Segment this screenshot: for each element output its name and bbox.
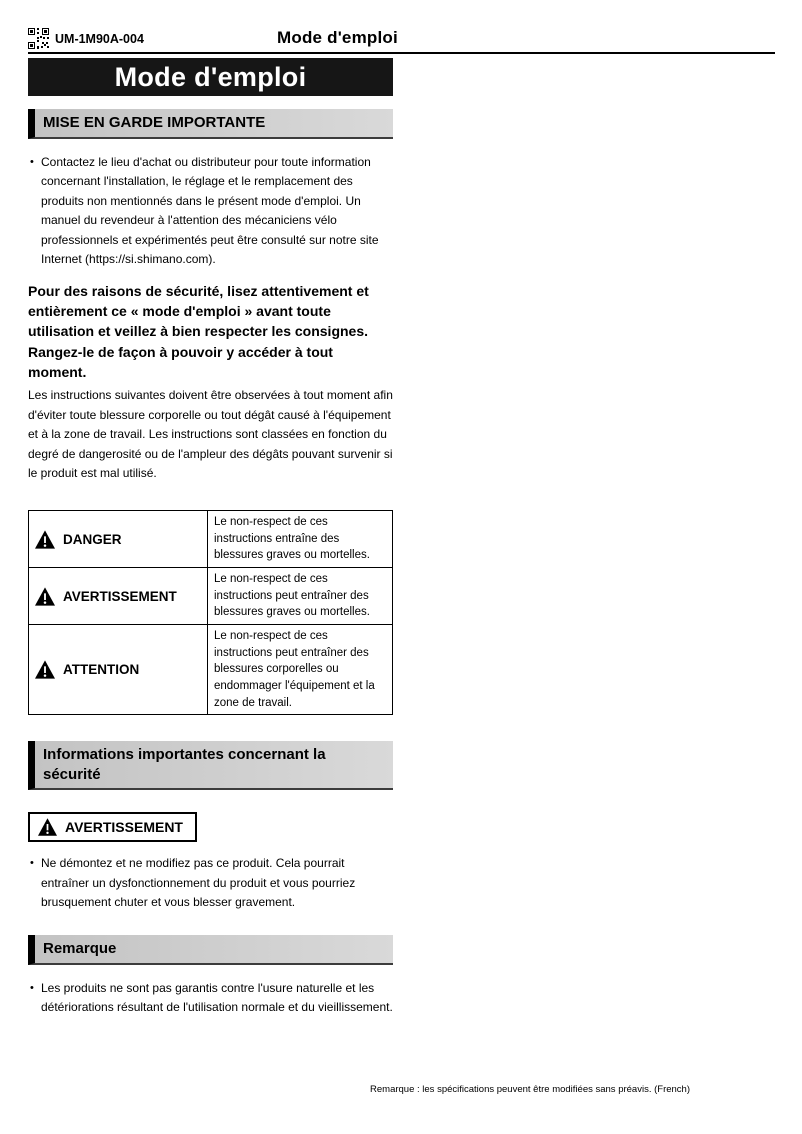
footer-note: Remarque : les spécifications peuvent être modifiées sans préavis. (French): [370, 1084, 690, 1095]
hazard-label: AVERTISSEMENT: [63, 588, 177, 604]
hazard-label-cell: [29, 568, 208, 625]
document-id-group: [28, 28, 775, 49]
section-header-safety-info: [28, 741, 393, 790]
warning-triangle-icon: [35, 530, 55, 549]
section-header-label: MISE EN GARDE IMPORTANTE: [43, 114, 266, 131]
header-divider: [28, 52, 775, 54]
hazard-label-cell: [29, 511, 208, 568]
hazard-description: Le non-respect de ces instructions entraîne des blessures graves ou mortelles.: [208, 511, 393, 568]
hazard-row-avertissement: [29, 568, 393, 625]
hazard-label: ATTENTION: [63, 662, 140, 678]
safety-info-bullet: • Ne démontez et ne modifiez pas ce produit. Cela pourrait entraîner un dysfonctionnement du produit et vous pourriez brusquement chuter et vous blesser gravement.: [41, 854, 393, 913]
important-notice-list: [28, 153, 393, 270]
section-header-label: Informations importantes concernant la sécurité: [43, 746, 326, 783]
remarque-list: [28, 979, 393, 1018]
section-header-remarque: [28, 935, 393, 965]
warning-triangle-icon: [35, 587, 55, 606]
section-header-label: Remarque: [43, 940, 117, 958]
remarque-bullet: • Les produits ne sont pas garantis contre l'usure naturelle et les détériorations résultant de l'utilisation normale et du vieillissement.: [41, 979, 393, 1018]
section-header-important-notice: [28, 109, 393, 139]
page-title: Mode d'emploi: [114, 61, 307, 92]
hazard-row-danger: [29, 511, 393, 568]
hazard-row-attention: [29, 625, 393, 715]
content-column: [28, 58, 393, 1018]
avertissement-box: [28, 812, 197, 842]
important-notice-bullet: • Contactez le lieu d'achat ou distributeur pour toute information concernant l'installation, le réglage et le remplacement des produits non mentionnés dans le présent mode d'emploi. Un manuel du revendeur à l'attention des mécaniciens vélo professionnels et expérimentés peut être consulté sur notre site Internet (https://si.shimano.com).: [41, 153, 393, 270]
hazard-description: Le non-respect de ces instructions peut entraîner des blessures graves ou mortelles.: [208, 568, 393, 625]
hazard-label-cell: [29, 625, 208, 715]
running-title: Mode d'emploi: [277, 28, 398, 47]
avertissement-label: AVERTISSEMENT: [65, 819, 183, 836]
doc-number: UM-1M90A-004: [55, 31, 144, 46]
hazard-level-table: [28, 510, 393, 715]
safety-lead-paragraph: Pour des raisons de sécurité, lisez attentivement et entièrement ce « mode d'emploi » avant toute utilisation et veillez à bien respecter les consignes. Rangez-le de façon à pouvoir y accéder à tout moment.: [28, 282, 369, 380]
safety-info-list: [28, 854, 393, 913]
warning-triangle-icon: [35, 660, 55, 679]
warning-triangle-icon: [38, 818, 57, 836]
page-title-banner: [28, 58, 393, 96]
hazard-label: DANGER: [63, 531, 122, 547]
document-header: [28, 28, 775, 52]
safety-body-paragraph: Les instructions suivantes doivent être observées à tout moment afin d'éviter toute blessure corporelle ou tout dégât causé à l'équipement et à la zone de travail. Les instructions sont classées en fonction du degré de dangerosité ou de l'ampleur des dégâts pouvant survenir si le produit est mal utilisé.: [28, 388, 393, 481]
hazard-description: Le non-respect de ces instructions peut entraîner des blessures corporelles ou endommager l'équipement et la zone de travail.: [208, 625, 393, 715]
qr-code-icon: [28, 28, 49, 49]
